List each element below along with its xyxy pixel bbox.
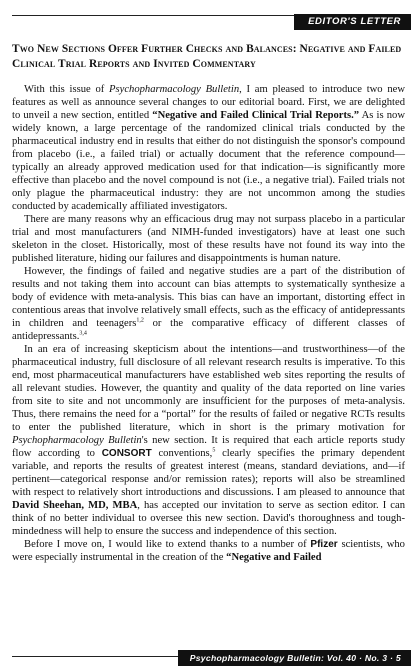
article-body [12, 83, 405, 564]
reference-superscript: 1,2 [136, 317, 144, 324]
section-label: EDITOR'S LETTER [294, 14, 411, 30]
text-run: , I am pleased to introduce two new features as well as announce several changes to our editorial board. First, we are delighted to unveil a new section, entitled [12, 84, 405, 121]
footer-bar [0, 646, 411, 668]
text-run: In an era of increasing skepticism about the intentions—and trustworthiness—of the pharmaceutical industry, full disclosure of all relevant research results is imperative. To this end, most pharmaceutical manufacturers have established web sites reporting the results of all relevant studies. However, the quantity and quality of the data reported on line varies from site to site and not uncommonly are insufficient for the purposes of meta-analysis. Thus, there remains the need for a “portal” for the results of failed or negative RCTs results to enter the published literature, which in short is the primary motivation for [12, 344, 405, 433]
journal-name: Psychopharmacology Bulletin [12, 435, 142, 446]
text-run: conventions, [151, 448, 213, 459]
text-run: , has accepted our invitation to serve as section editor. I can think of no better individual to oversee this new section. David's thoroughness and tough-mindedness will help to ensure the success and independence of this section. [12, 500, 405, 537]
section-name: “Negative and Failed Clinical Trial Reports.” [152, 110, 360, 121]
text-run: As is now widely known, a large percentage of the randomized clinical trials conducted by the pharmaceutical industry end in results that either do not distinguish the sponsor's compound from placebo (i.e., a failed trial) or actually document that the reference compound—typically an already approved medication used for that indication—is significantly more effective than placebo and the novel compound is not (i.e., a negative trial). Failed trials not only plague the pharmaceutical industry: they are not uncommon among the studies conducted by academically affiliated investigators. [12, 110, 405, 212]
text-run: Before I move on, I would like to extend thanks to a number of [24, 539, 311, 550]
running-footer: Psychopharmacology Bulletin: Vol. 40 · No. 3 · 5 [178, 650, 411, 666]
text-run: or the comparative efficacy of different classes of antidepressants. [12, 318, 405, 342]
text-run: However, the findings of failed and negative studies are a part of the distribution of results and not taking them into account can bias attempts to systematically synthesize a body of evidence with meta-analysis. This bias can have an important, distorting effect in contentious areas that involve relatively small effects, such as the efficacy of antidepressants in children and teenagers [12, 266, 405, 329]
consort-term: CONSORT [101, 448, 152, 459]
text-run: 's new section. It is required that each article reports study flow according to [12, 435, 405, 459]
paragraph-3 [12, 265, 405, 343]
paragraph-5 [12, 538, 405, 564]
paragraph-1 [12, 83, 405, 213]
text-run: scientists, who were especially instrumental in the creation of the [12, 539, 405, 563]
paragraph-4 [12, 343, 405, 538]
reference-superscript: 3,4 [79, 330, 87, 337]
article-title: Two New Sections Offer Further Checks and Balances: Negative and Failed Clinical Trial Reports and Invited Commentary [12, 43, 402, 70]
paragraph-2: There are many reasons why an efficacious drug may not surpass placebo in a particular trial and most manufacturers (and NIMH-funded investigators) have at least one such skeleton in the closet. Historically, most of these results have not found its way into the published literature, hiding our failures and disappointments is human nature. [12, 214, 405, 264]
text-run: clearly specifies the primary dependent variable, and reports the results of greatest interest (means, standard deviations, and—if pertinent—categorical response and/or remission rates); reports will also be streamlined with respect to relatively short introductions and discussions. I am pleased to announce that [12, 448, 405, 498]
header-bar [0, 0, 411, 30]
reference-superscript: 5 [212, 447, 216, 454]
section-editor-name: David Sheehan, MD, MBA [12, 500, 138, 511]
company-name: Pfizer [310, 539, 338, 550]
journal-name: Psychopharmacology Bulletin [109, 84, 240, 95]
text-run: With this issue of [24, 84, 110, 95]
section-name: “Negative and Failed [226, 552, 322, 563]
